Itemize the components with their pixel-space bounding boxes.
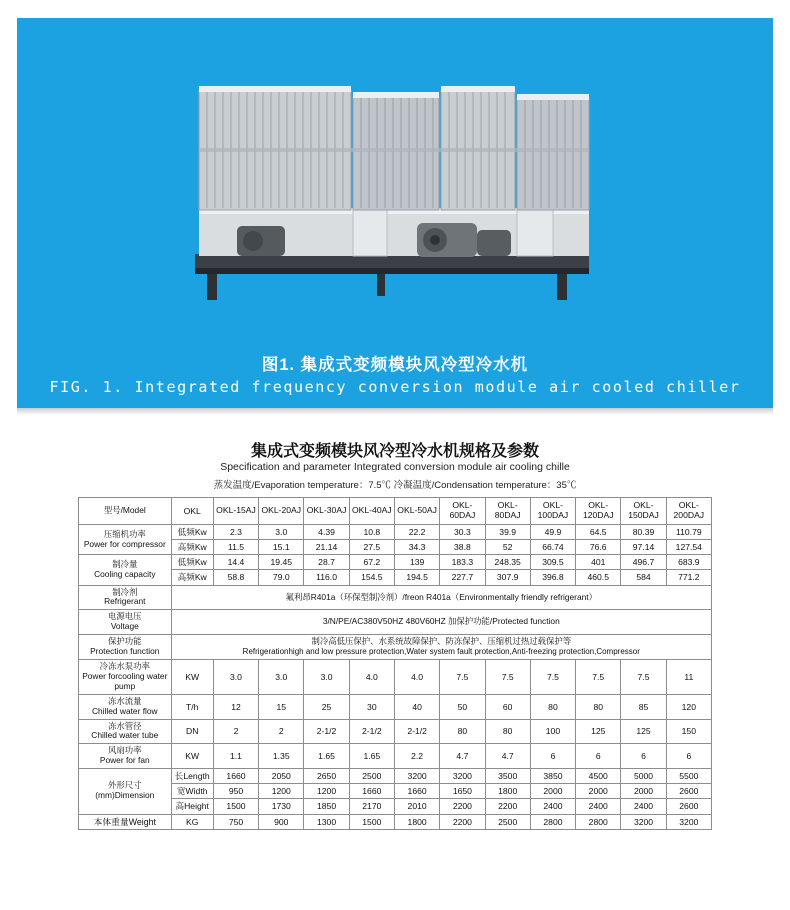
row-label-en: Refrigerant [104, 596, 146, 607]
cell: 25 [304, 694, 349, 719]
refrigerant-value: 氟利昂R401a（环保型制冷剂）/freon R401a（Environmentally friendly refrigerant） [171, 585, 711, 610]
cell: 2000 [576, 784, 621, 799]
cell: 7.5 [485, 660, 530, 695]
cell: 248.35 [485, 555, 530, 570]
cell: 2.3 [213, 525, 258, 540]
row-label-cn: 冻水管径 [108, 720, 142, 731]
cell: 97.14 [621, 540, 666, 555]
header-model-label: 型号/Model [79, 498, 172, 525]
cell: 7.5 [576, 660, 621, 695]
cell: 6 [621, 744, 666, 769]
cell: 3500 [485, 769, 530, 784]
row-label-en: Cooling capacity [94, 568, 156, 579]
cell: 30 [349, 694, 394, 719]
row-label-fan-power [79, 744, 172, 769]
specification-table [78, 497, 712, 830]
cell: 2400 [621, 799, 666, 814]
spec-title-en: Specification and parameter Integrated conversion module air cooling chille [220, 461, 570, 473]
row-unit: 低频Kw [171, 555, 213, 570]
cell: 683.9 [666, 555, 711, 570]
cell: 80.39 [621, 525, 666, 540]
cell: 1200 [304, 784, 349, 799]
row-label-en: (mm)Dimension [95, 790, 155, 801]
cell: 125 [621, 719, 666, 744]
cell: 4500 [576, 769, 621, 784]
row-label-cn: 保护功能 [108, 636, 142, 647]
table-row [79, 744, 712, 769]
cell: 125 [576, 719, 621, 744]
cell: 1200 [259, 784, 304, 799]
cell: 67.2 [349, 555, 394, 570]
header-model-6: OKL-60DAJ [440, 498, 485, 525]
table-row [79, 525, 712, 540]
cell: 2-1/2 [304, 719, 349, 744]
cell: 2000 [530, 784, 575, 799]
table-row [79, 784, 712, 799]
row-label-en: Power forcooling water pump [82, 670, 168, 691]
row-label-compressor-power [79, 525, 172, 555]
row-unit: 长Length [171, 769, 213, 784]
cell: 2010 [394, 799, 439, 814]
cell: 309.5 [530, 555, 575, 570]
cell: 15 [259, 694, 304, 719]
cell: 80 [576, 694, 621, 719]
table-row [79, 660, 712, 695]
cell: 6 [666, 744, 711, 769]
row-unit: 低频Kw [171, 525, 213, 540]
cell: 4.0 [394, 660, 439, 695]
specification-table-wrap [78, 497, 712, 830]
cell: 116.0 [304, 570, 349, 585]
row-label-voltage [79, 610, 172, 635]
cell: 2200 [440, 814, 485, 829]
figure-caption-cn: 图1. 集成式变频模块风冷型冷水机 [261, 356, 529, 374]
cell: 2170 [349, 799, 394, 814]
cell: 4.7 [485, 744, 530, 769]
cell: 80 [530, 694, 575, 719]
row-unit: KW [171, 744, 213, 769]
cell: 40 [394, 694, 439, 719]
cell: 1660 [213, 769, 258, 784]
cell: 30.3 [440, 525, 485, 540]
row-label-en: Protection function [90, 646, 160, 657]
cell: 11.5 [213, 540, 258, 555]
header-unit-label: OKL [171, 498, 213, 525]
cell: 127.54 [666, 540, 711, 555]
cell: 771.2 [666, 570, 711, 585]
cell: 6 [576, 744, 621, 769]
cell: 80 [485, 719, 530, 744]
table-row [79, 719, 712, 744]
cell: 401 [576, 555, 621, 570]
row-unit: 高频Kw [171, 570, 213, 585]
cell: 2-1/2 [394, 719, 439, 744]
cell: 1.65 [304, 744, 349, 769]
cell: 2400 [576, 799, 621, 814]
table-row [79, 610, 712, 635]
cell: 49.9 [530, 525, 575, 540]
voltage-value: 3/N/PE/AC380V50HZ 480V60HZ 加保护功能/Protected function [171, 610, 711, 635]
row-label-refrigerant [79, 585, 172, 610]
cell: 60 [485, 694, 530, 719]
cell: 38.8 [440, 540, 485, 555]
cell: 4.0 [349, 660, 394, 695]
protection-value-cn: 制冷高低压保护、水系统故障保护、防冻保护、压缩机过热过载保护等 [311, 636, 572, 647]
cell: 2050 [259, 769, 304, 784]
cell: 2500 [349, 769, 394, 784]
cell: 1.35 [259, 744, 304, 769]
table-row [79, 585, 712, 610]
cell: 3200 [666, 814, 711, 829]
row-unit: 高Height [171, 799, 213, 814]
cell: 66.74 [530, 540, 575, 555]
cell: 7.5 [530, 660, 575, 695]
table-row [79, 799, 712, 814]
row-label-cooling-capacity [79, 555, 172, 585]
cell: 21.14 [304, 540, 349, 555]
header-model-1: OKL-15AJ [213, 498, 258, 525]
cell: 1650 [440, 784, 485, 799]
cell: 80 [440, 719, 485, 744]
row-label-en: Power for compressor [83, 538, 166, 549]
row-label-en: Power for fan [99, 755, 150, 766]
cell: 2-1/2 [349, 719, 394, 744]
cell: 2650 [304, 769, 349, 784]
row-unit: 宽Width [171, 784, 213, 799]
table-row [79, 769, 712, 784]
cell: 3.0 [259, 660, 304, 695]
cell: 14.4 [213, 555, 258, 570]
cell: 3200 [621, 814, 666, 829]
cell: 2800 [530, 814, 575, 829]
cell: 4.7 [440, 744, 485, 769]
cell: 2600 [666, 799, 711, 814]
header-model-7: OKL-80DAJ [485, 498, 530, 525]
cell: 100 [530, 719, 575, 744]
cell: 154.5 [349, 570, 394, 585]
header-model-4: OKL-40AJ [349, 498, 394, 525]
cell: 4.39 [304, 525, 349, 540]
cell: 2200 [440, 799, 485, 814]
row-label-protection [79, 635, 172, 660]
header-model-3: OKL-30AJ [304, 498, 349, 525]
header-model-8: OKL-100DAJ [530, 498, 575, 525]
cell: 1800 [394, 814, 439, 829]
protection-value [171, 635, 711, 660]
table-row [79, 570, 712, 585]
cell: 950 [213, 784, 258, 799]
cell: 3200 [440, 769, 485, 784]
row-label-en: Chilled water tube [91, 730, 159, 741]
cell: 750 [213, 814, 258, 829]
cell: 15.1 [259, 540, 304, 555]
chiller-product-illustration [177, 58, 607, 308]
row-label-en: Chilled water flow [91, 705, 158, 716]
row-unit: 高频Kw [171, 540, 213, 555]
cell: 27.5 [349, 540, 394, 555]
row-label-cn: 电源电压 [108, 611, 142, 622]
cell: 2500 [485, 814, 530, 829]
cell: 22.2 [394, 525, 439, 540]
row-label-cn: 冷冻水泵功率 [99, 661, 150, 671]
row-label-cn: 制冷剂 [112, 586, 138, 597]
row-unit: KW [171, 660, 213, 695]
cell: 2.2 [394, 744, 439, 769]
banner-shadow [17, 408, 773, 415]
row-label-water-tube [79, 719, 172, 744]
row-label-weight: 本体重量Weight [79, 814, 172, 829]
cell: 58.8 [213, 570, 258, 585]
table-row [79, 540, 712, 555]
row-unit: DN [171, 719, 213, 744]
cell: 1660 [349, 784, 394, 799]
header-model-11: OKL-200DAJ [666, 498, 711, 525]
cell: 5500 [666, 769, 711, 784]
spec-title-cn: 集成式变频模块风冷型冷水机规格及参数 [250, 443, 539, 460]
cell: 50 [440, 694, 485, 719]
cell: 2000 [621, 784, 666, 799]
cell: 1730 [259, 799, 304, 814]
cell: 110.79 [666, 525, 711, 540]
cell: 496.7 [621, 555, 666, 570]
row-label-dimension [79, 769, 172, 814]
cell: 85 [621, 694, 666, 719]
table-row [79, 635, 712, 660]
cell: 79.0 [259, 570, 304, 585]
row-label-cn: 冻水流量 [108, 695, 142, 706]
cell: 1500 [213, 799, 258, 814]
cell: 5000 [621, 769, 666, 784]
cell: 2400 [530, 799, 575, 814]
cell: 2600 [666, 784, 711, 799]
cell: 227.7 [440, 570, 485, 585]
cell: 1300 [304, 814, 349, 829]
cell: 460.5 [576, 570, 621, 585]
cell: 11 [666, 660, 711, 695]
cell: 28.7 [304, 555, 349, 570]
table-row [79, 694, 712, 719]
cell: 2 [213, 719, 258, 744]
row-label-pump-power [79, 660, 172, 695]
cell: 2200 [485, 799, 530, 814]
header-model-10: OKL-150DAJ [621, 498, 666, 525]
cell: 1.1 [213, 744, 258, 769]
cell: 1500 [349, 814, 394, 829]
cell: 3850 [530, 769, 575, 784]
cell: 1.65 [349, 744, 394, 769]
cell: 64.5 [576, 525, 621, 540]
cell: 3.0 [213, 660, 258, 695]
cell: 7.5 [440, 660, 485, 695]
cell: 2 [259, 719, 304, 744]
header-model-5: OKL-50AJ [394, 498, 439, 525]
row-label-cn: 压缩机功率 [103, 528, 146, 539]
cell: 19.45 [259, 555, 304, 570]
row-label-en: Voltage [110, 621, 139, 632]
cell: 584 [621, 570, 666, 585]
cell: 1800 [485, 784, 530, 799]
cell: 10.8 [349, 525, 394, 540]
cell: 34.3 [394, 540, 439, 555]
cell: 1660 [394, 784, 439, 799]
header-model-2: OKL-20AJ [259, 498, 304, 525]
cell: 194.5 [394, 570, 439, 585]
figure-caption-en: FIG. 1. Integrated frequency conversion module air cooled chiller [49, 378, 741, 396]
spec-condition-line: 蒸发温度/Evaporation temperature：7.5℃ 冷凝温度/Condensation temperature：35℃ [213, 480, 577, 491]
row-unit: T/h [171, 694, 213, 719]
cell: 52 [485, 540, 530, 555]
cell: 39.9 [485, 525, 530, 540]
cell: 2800 [576, 814, 621, 829]
cell: 139 [394, 555, 439, 570]
cell: 183.3 [440, 555, 485, 570]
cell: 3.0 [259, 525, 304, 540]
row-label-cn: 风扇功率 [108, 745, 142, 756]
row-label-cn: 外形尺寸 [108, 780, 142, 791]
cell: 3200 [394, 769, 439, 784]
cell: 900 [259, 814, 304, 829]
row-label-cn: 制冷量 [112, 559, 138, 570]
row-unit: KG [171, 814, 213, 829]
cell: 76.6 [576, 540, 621, 555]
table-row [79, 555, 712, 570]
cell: 12 [213, 694, 258, 719]
protection-value-en: Refrigerationhigh and low pressure protection,Water system fault protection,Anti-freezing protection,Compressor [242, 647, 640, 657]
cell: 150 [666, 719, 711, 744]
hero-banner [17, 18, 773, 408]
cell: 6 [530, 744, 575, 769]
cell: 7.5 [621, 660, 666, 695]
header-model-9: OKL-120DAJ [576, 498, 621, 525]
cell: 307.9 [485, 570, 530, 585]
row-label-water-flow [79, 694, 172, 719]
cell: 3.0 [304, 660, 349, 695]
cell: 396.8 [530, 570, 575, 585]
cell: 1850 [304, 799, 349, 814]
table-header-row [79, 498, 712, 525]
table-row [79, 814, 712, 829]
cell: 120 [666, 694, 711, 719]
